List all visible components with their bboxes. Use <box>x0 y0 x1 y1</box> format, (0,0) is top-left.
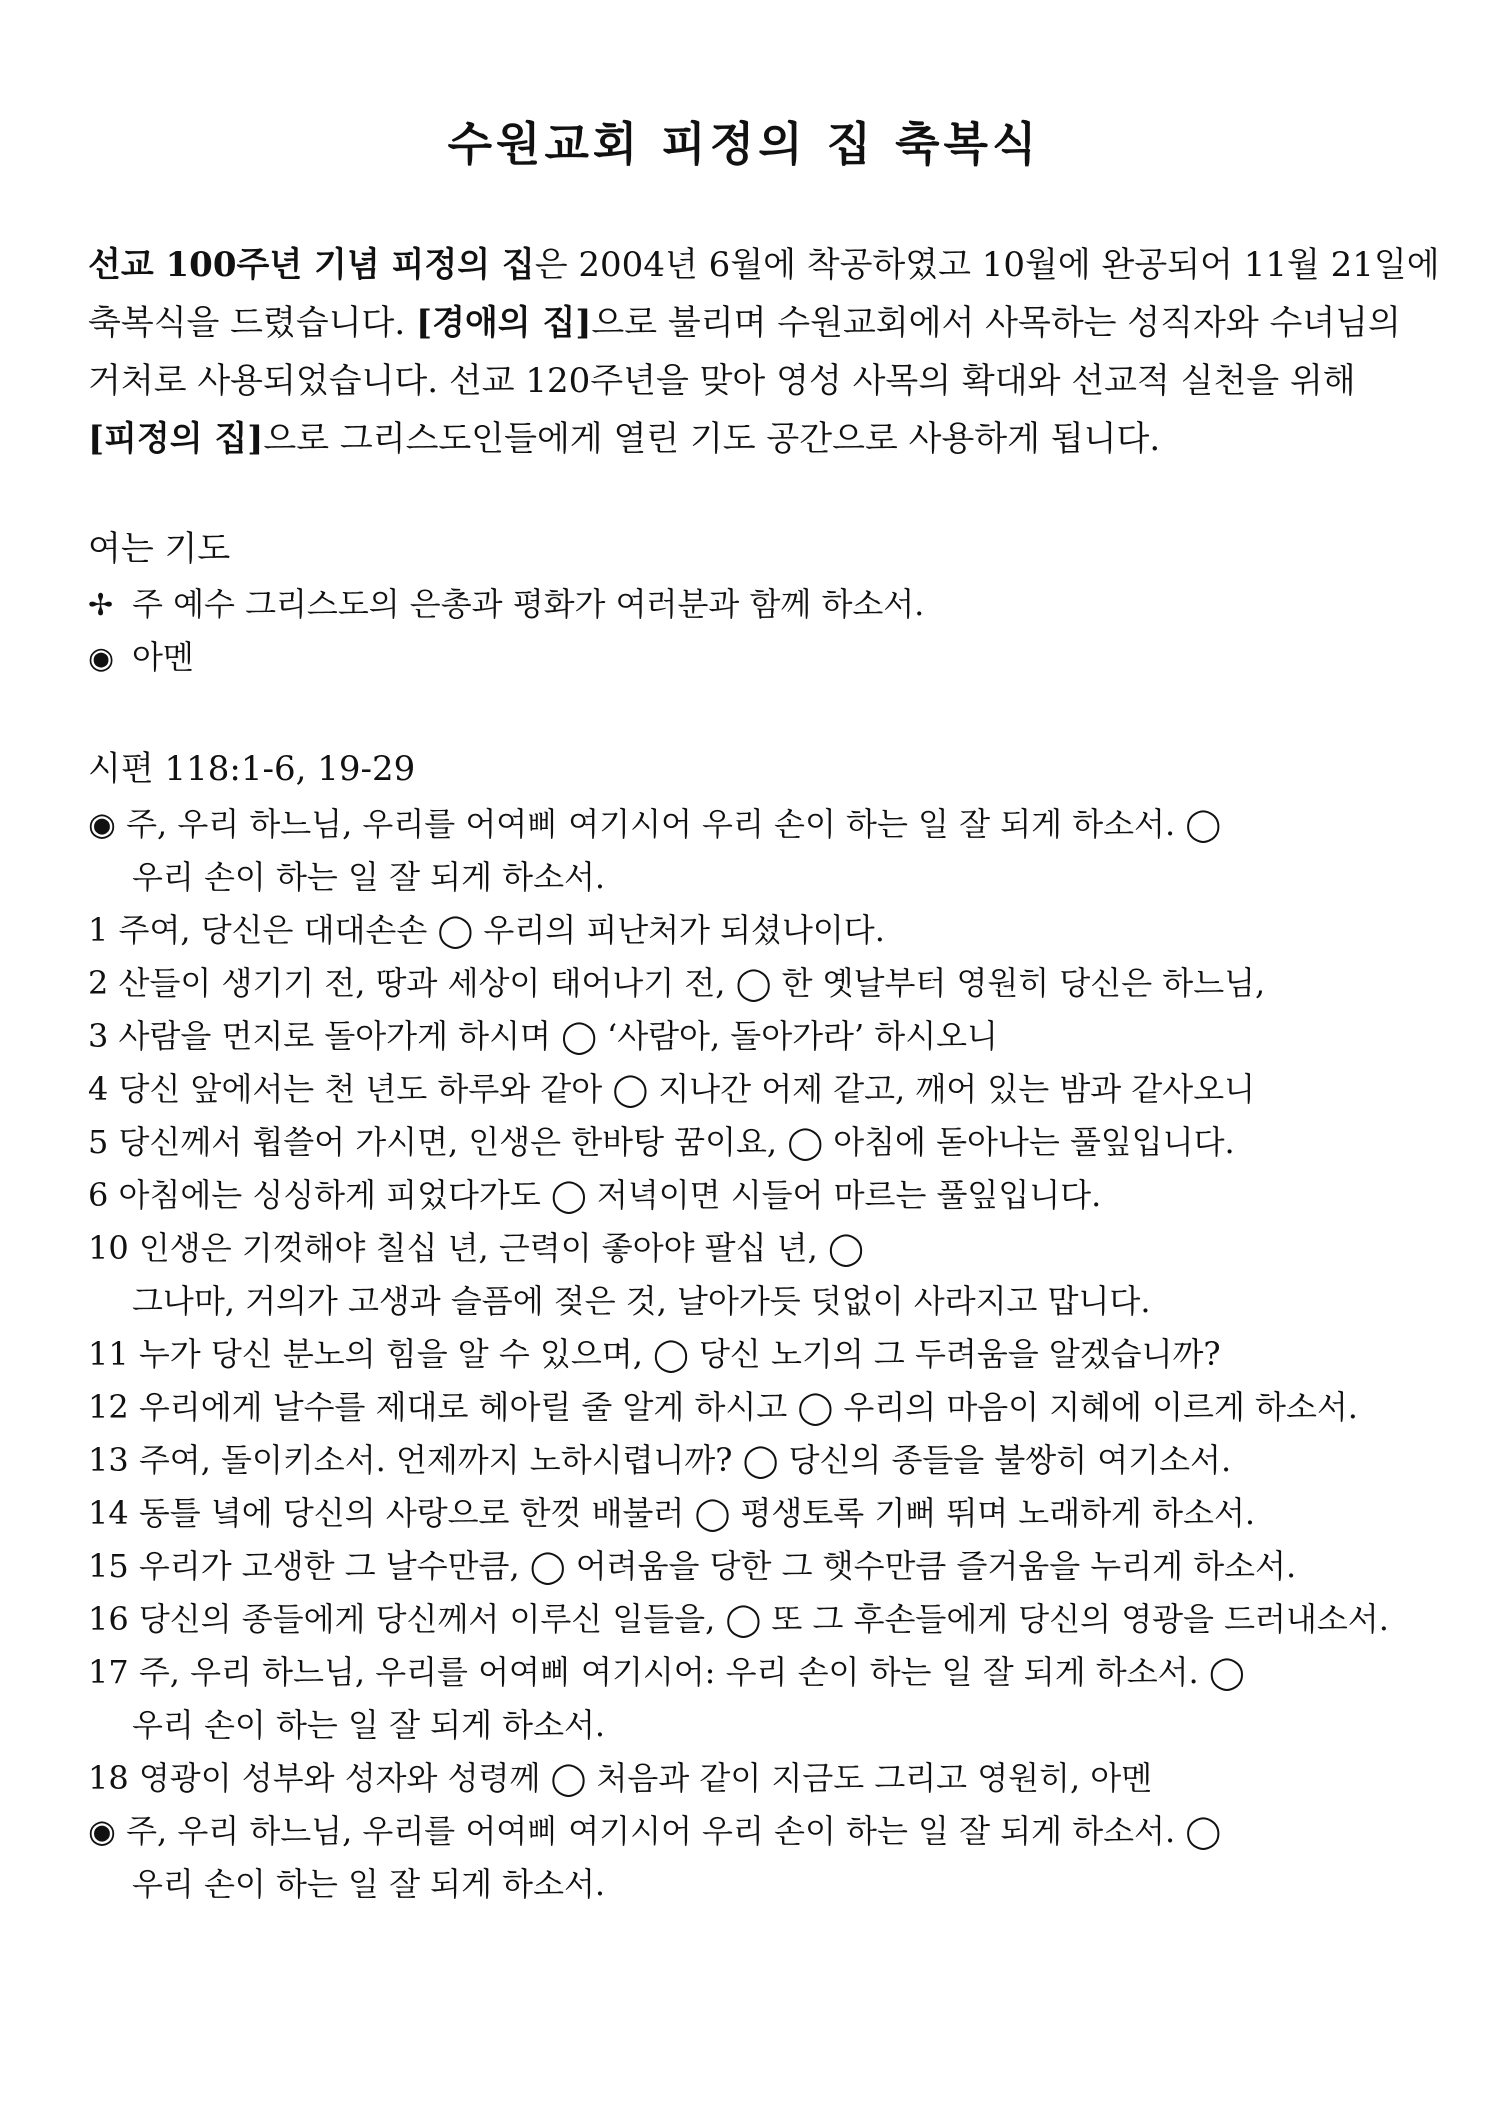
opening-prayer-heading: 여는 기도 <box>88 529 231 569</box>
priest-text: 주 예수 그리스도의 은총과 평화가 여러분과 함께 하소서. <box>132 585 925 623</box>
psalm-line: 18 영광이 성부와 성자와 성령께 ◯ 처음과 같이 지금도 그리고 영원히, 아멘 <box>88 1759 1153 1797</box>
psalm-line: 13 주여, 돌이키소서. 언제까지 노하시렵니까? ◯ 당신의 종들을 불쌍히 여기소서. <box>88 1441 1232 1479</box>
psalm-section <box>88 740 1408 1911</box>
intro-line <box>88 294 1401 352</box>
intro-text: 축복식을 드렸습니다. <box>88 303 417 343</box>
psalm-line: 11 누가 당신 분노의 힘을 알 수 있으며, ◯ 당신 노기의 그 두려움을 알겠습니까? <box>88 1335 1221 1373</box>
psalm-line-continuation: 우리 손이 하는 일 잘 되게 하소서. <box>132 858 606 896</box>
intro-paragraph <box>88 236 1440 468</box>
psalm-line: 4 당신 앞에서는 천 년도 하루와 같아 ◯ 지나간 어제 같고, 깨어 있는 밤과 같사오니 <box>88 1070 1256 1108</box>
psalm-line-continuation: 우리 손이 하는 일 잘 되게 하소서. <box>132 1865 606 1903</box>
psalm-line: 14 동틀 녘에 당신의 사랑으로 한껏 배불러 ◯ 평생토록 기뻐 뛰며 노래하게 하소서. <box>88 1494 1256 1532</box>
psalm-line: 5 당신께서 휩쓸어 가시면, 인생은 한바탕 꿈이요, ◯ 아침에 돋아나는 풀잎입니다. <box>88 1123 1235 1161</box>
priest-line <box>88 578 1408 631</box>
intro-text: 은 2004년 6월에 착공하였고 10월에 완공되어 11월 21일에 <box>534 245 1440 285</box>
psalm-line: 2 산들이 생기기 전, 땅과 세상이 태어나기 전, ◯ 한 옛날부터 영원히 당신은 하느님, <box>88 964 1266 1002</box>
intro-bold-text: [피정의 집] <box>88 419 264 459</box>
psalm-line: 6 아침에는 싱싱하게 피었다가도 ◯ 저녁이면 시들어 마르는 풀잎입니다. <box>88 1176 1102 1214</box>
cross-icon: ✢ <box>88 588 114 623</box>
people-text: 아멘 <box>132 638 194 676</box>
psalm-line-continuation: 그나마, 거의가 고생과 슬픔에 젖은 것, 날아가듯 덧없이 사라지고 맙니다. <box>132 1282 1151 1320</box>
page-title: 수원교회 피정의 집 축복식 <box>447 117 1041 171</box>
intro-line <box>88 352 1388 410</box>
psalm-line: 16 당신의 종들에게 당신께서 이루신 일들을, ◯ 또 그 후손들에게 당신의 영광을 드러내소서. <box>88 1600 1389 1638</box>
psalm-line: ◉ 주, 우리 하느님, 우리를 어여삐 여기시어 우리 손이 하는 일 잘 되게 하소서. ◯ <box>88 805 1222 843</box>
psalm-line: 17 주, 우리 하느님, 우리를 어여삐 여기시어: 우리 손이 하는 일 잘 되게 하소서. ◯ <box>88 1653 1245 1691</box>
psalm-line: 3 사람을 먼지로 돌아가게 하시며 ◯ ‘사람아, 돌아가라’ 하시오니 <box>88 1017 998 1055</box>
psalm-line: 12 우리에게 날수를 제대로 헤아릴 줄 알게 하시고 ◯ 우리의 마음이 지혜에 이르게 하소서. <box>88 1388 1358 1426</box>
intro-bold-text: 선교 100주년 기념 피정의 집 <box>88 245 535 285</box>
opening-prayer-section <box>88 520 1408 684</box>
psalm-line: ◉ 주, 우리 하느님, 우리를 어여삐 여기시어 우리 손이 하는 일 잘 되게 하소서. ◯ <box>88 1812 1222 1850</box>
intro-text: 거처로 사용되었습니다. 선교 120주년을 맞아 영성 사목의 확대와 선교적 실천을 위해 <box>88 361 1356 401</box>
psalm-line-continuation: 우리 손이 하는 일 잘 되게 하소서. <box>132 1706 606 1744</box>
psalm-line: 10 인생은 기껏해야 칠십 년, 근력이 좋아야 팔십 년, ◯ <box>88 1229 864 1267</box>
intro-bold-text: [경애의 집] <box>416 303 592 343</box>
intro-line <box>88 410 1388 468</box>
psalm-line: 15 우리가 고생한 그 날수만큼, ◯ 어려움을 당한 그 햇수만큼 즐거움을 누리게 하소서. <box>88 1547 1297 1585</box>
intro-text: 으로 불리며 수원교회에서 사목하는 성직자와 수녀님의 <box>591 303 1401 343</box>
intro-line <box>88 236 1440 294</box>
psalm-line: 1 주여, 당신은 대대손손 ◯ 우리의 피난처가 되셨나이다. <box>88 911 885 949</box>
psalm-heading: 시편 118:1-6, 19-29 <box>88 749 416 789</box>
people-line <box>88 631 1408 684</box>
bullseye-icon: ◉ <box>88 641 115 676</box>
intro-text: 으로 그리스도인들에게 열린 기도 공간으로 사용하게 됩니다. <box>263 419 1161 459</box>
